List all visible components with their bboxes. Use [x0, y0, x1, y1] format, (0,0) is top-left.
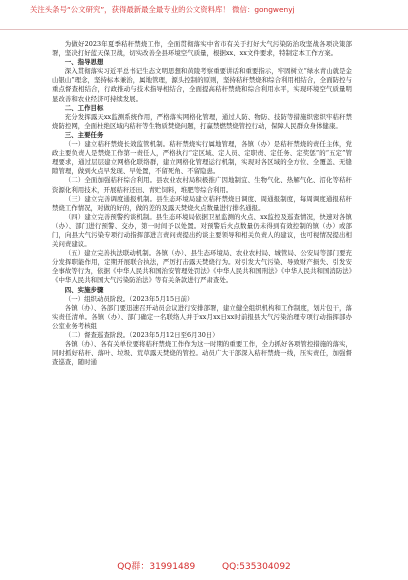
banner-text: 关注头条号“公文研究”，获得最新最全最专业的公文资料库！ 微信：gongwenyj — [30, 5, 295, 14]
footer-qq: QQ:535304092 — [222, 562, 291, 572]
paragraph: （二）督查巡查阶段。（2023年5月12日至6月30日） — [64, 331, 219, 339]
paragraph: （一）组织动员阶段。（2023年5月15日前） — [64, 294, 194, 303]
section-heading: 二、工作目标 — [64, 103, 104, 112]
document-body — [52, 40, 352, 367]
section-heading: 一、指导思想 — [64, 58, 104, 67]
paragraph: （二）全面加强秸秆综合利用。县农业农村局积极推广因地制宜、生物气化、热解气化、沼化等秸秆资源化利用技术，开展秸秆还田、青贮饲料，堆肥等综合利用。 — [52, 176, 352, 194]
paragraph: （五）建立完善执法联动机制。各镇（办）、县生态环境局、农业农村局、城管局、公安局等部门要充分发挥职能作用，定期开展联合执法，严厉打击露天焚烧行为。对引发大气污染、导致财产损失、引发安全事故等行为，依据《中华人民共和国治安管理处罚法》《中华人民共和国刑法》《中华人民共和国消防法》《中华人民共和国大气污染防治法》等有关条款进行严肃查处。 — [52, 249, 352, 285]
paragraph: 深入贯彻落实习近平总书记生态文明思想和黄陵考察重要讲话和重要指示，牢固树立“绿水青山就是金山银山”理念，坚持标本兼治，属地管理，源头控制的原则，坚持秸秆禁烧和综合利用相结合，全面防控与重点督查相结合，行政推动与技术指导相结合，全面提高秸秆禁烧和综合利用水平，实现环境空气质量明显改善和农业经济可持续发展。 — [52, 67, 352, 103]
paragraph: 充分发挥露天xx监测系统作用，严格落实网格化管理，通过人防、物防、技防等措施织密织牢秸秆禁烧防控网，全面杜绝区域内秸秆等生物质焚烧问题，打赢禁燃禁烧管控行动，保障人民群众身体健康。 — [52, 112, 352, 130]
paragraph: （四）建立完善预警约谈机制。县生态环境局依据卫星监测的火点、xx监控及巡查情况，快速对各镇（办）、部门进行预警、交办，第一时间予以处置。对预警后火点数量仍未得到有效控制的镇（办）或部门，向县大气污染专项行动指挥部进言责问责提出约谈主要领导和相关负责人的建议，也可视情况提出相关问责建议。 — [52, 212, 352, 249]
paragraph: 各镇（办）、各部门要迅速召开动员会议进行安排部署，建立健全组织机构和工作制度，划片包干，落实责任清单。各镇（办）、部门确定一名联络人并于xx月xx日xx时前报县大气污染治理专项行动指挥部办公室业务考核组 — [52, 303, 352, 330]
section-heading: 四、实施步骤 — [64, 285, 104, 294]
paragraph: 各镇（办）、各有关单位要将秸秆禁烧工作作为这一时期的重要工作，全力抓好各项管控措施的落实，同时抓好秸秆、落叶、垃圾、荒草露天焚烧的管控。动员广大干部深入秸秆禁烧一线，压实责任，加强督查巡查，随时通 — [52, 340, 352, 367]
paragraph: 为做好2023年夏季秸秆禁烧工作，全面贯彻落实中省市有关于打好大气污染防治攻坚战各项决策部署，坚决打好蓝天保卫战，切实改善全县环境空气质量，根据xx、xx文件要求，特制定本工作方案。 — [52, 40, 352, 58]
footer-qq-group: QQ群：31991489 — [117, 562, 196, 572]
paragraph: （三）建立完善调度通报机制。县生态环境局建立秸秆禁烧日调度、周通报制度，每周调度通报秸秆禁烧工作情况，对做的好的，做的差的及露天焚烧火点数量进行排名通报。 — [52, 194, 352, 212]
footer-contact — [0, 559, 408, 572]
paragraph: （一）建立秸秆禁烧长效监管机制。秸秆禁烧实行属地管理，各镇（办）是秸秆禁烧的责任主体，党政主要负责人是禁烧工作第一责任人，严格执行“定区域、定人员、定职责、定任务、定奖惩”的“五定”管理要求，通过层层建立网格化联络群，建立网格化管理运行机制，实现对各区域的全方位、全覆盖、无缝隙管理，做到火点早发现、早处置，不留死角、不留隐患。 — [52, 140, 352, 176]
top-banner — [0, 0, 408, 30]
section-heading: 三、主要任务 — [64, 130, 104, 139]
